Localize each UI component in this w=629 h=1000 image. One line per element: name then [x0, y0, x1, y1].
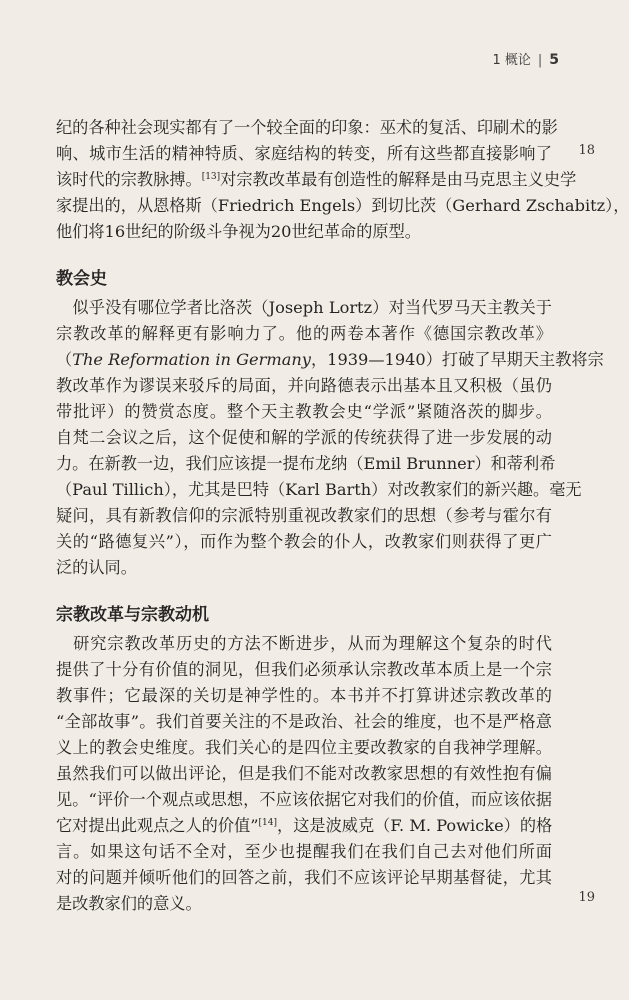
text-run: ，1939—1940）打破了早期天主教将宗 — [310, 350, 604, 369]
page-number: 5 — [549, 52, 559, 68]
text-line: 提供了十分有价值的洞见，但我们必须承认宗教改革本质上是一个宗 — [56, 660, 552, 679]
text-line — [56, 813, 552, 839]
text-line: 泛的认同。 — [56, 558, 137, 577]
text-line: 义上的教会史维度。我们关心的是四位主要改教家的自我神学理解。 — [56, 738, 552, 757]
running-head-separator: | — [537, 53, 543, 68]
text-line: 自梵二会议之后，这个促使和解的学派的传统获得了进一步发展的动 — [56, 428, 552, 447]
footnote-ref-13: [13] — [201, 172, 221, 182]
text-line: 家提出的，从恩格斯（Friedrich Engels）到切比茨（Gerhard Zschabitz）， — [56, 196, 629, 215]
text-line: 响、城市生活的精神特质、家庭结构的转变，所有这些都直接影响了 — [56, 144, 552, 163]
text-line: 是改教家们的意义。 — [56, 894, 202, 913]
text-line: 虽然我们可以做出评论，但是我们不能对改教家思想的有效性抱有偏 — [56, 764, 552, 783]
margin-page-ref-19: 19 — [578, 890, 595, 905]
text-line: 教事件；它最深的关切是神学性的。本书并不打算讲述宗教改革的 — [56, 686, 552, 705]
text-run: 该时代的宗教脉搏。 — [56, 170, 202, 189]
footnote-ref-14: [14] — [258, 818, 278, 828]
text-line: 他们将16世纪的阶级斗争视为20世纪革命的原型。 — [56, 222, 421, 241]
text-run: 它对提出此观点之人的价值” — [56, 816, 259, 835]
text-line: （The Reformation in Germany，1939—1940）打破了早期天主教将宗 — [56, 350, 604, 369]
text-line: 对的问题并倾听他们的回答之前，我们不应该评论早期基督徒，尤其 — [56, 868, 552, 887]
text-line: 力。在新教一边，我们应该提一提布龙纳（Emil Brunner）和蒂利希 — [56, 454, 556, 473]
text-line: 关的“路德复兴”），而作为整个教会的仆人，改教家们则获得了更广 — [56, 532, 552, 551]
text-line: （Paul Tillich），尤其是巴特（Karl Barth）对改教家们的新兴趣。毫无 — [56, 480, 582, 499]
text-line: 带批评）的赞赏态度。整个天主教教会史“学派”紧随洛茨的脚步。 — [56, 402, 552, 421]
text-line: 研究宗教改革历史的方法不断进步，从而为理解这个复杂的时代 — [56, 634, 552, 653]
text-line: 教改革作为谬误来驳斥的局面，并向路德表示出基本且又积极（虽仍 — [56, 376, 552, 395]
text-line: 疑问，具有新教信仰的宗派特别重视改教家们的思想（参考与霍尔有 — [56, 506, 552, 525]
running-head — [492, 49, 559, 68]
text-run: ，这是波威克（F. M. Powicke）的格 — [277, 816, 553, 835]
section-heading-reformation-religious-motives: 宗教改革与宗教动机 — [56, 605, 209, 625]
text-line: 言。如果这句话不全对，至少也提醒我们在我们自己去对他们所面 — [56, 842, 552, 861]
text-run: 对宗教改革最有创造性的解释是由马克思主义史学 — [220, 170, 577, 189]
chapter-title: 1 概论 — [492, 53, 531, 68]
section-heading-church-history: 教会史 — [56, 269, 107, 289]
text-line: 似乎没有哪位学者比洛茨（Joseph Lortz）对当代罗马天主教关于 — [56, 298, 552, 317]
text-line — [56, 167, 577, 193]
margin-page-ref-18: 18 — [578, 143, 595, 158]
text-line: 宗教改革的解释更有影响力了。他的两卷本著作《德国宗教改革》 — [56, 324, 552, 343]
text-line: “全部故事”。我们首要关注的不是政治、社会的维度，也不是严格意 — [56, 712, 552, 731]
text-line: 见。“评价一个观点或思想，不应该依据它对我们的价值，而应该依据 — [56, 790, 552, 809]
book-title-italic: The Reformation in Germany — [72, 350, 311, 369]
text-line: 纪的各种社会现实都有了一个较全面的印象：巫术的复活、印刷术的影 — [56, 118, 558, 137]
